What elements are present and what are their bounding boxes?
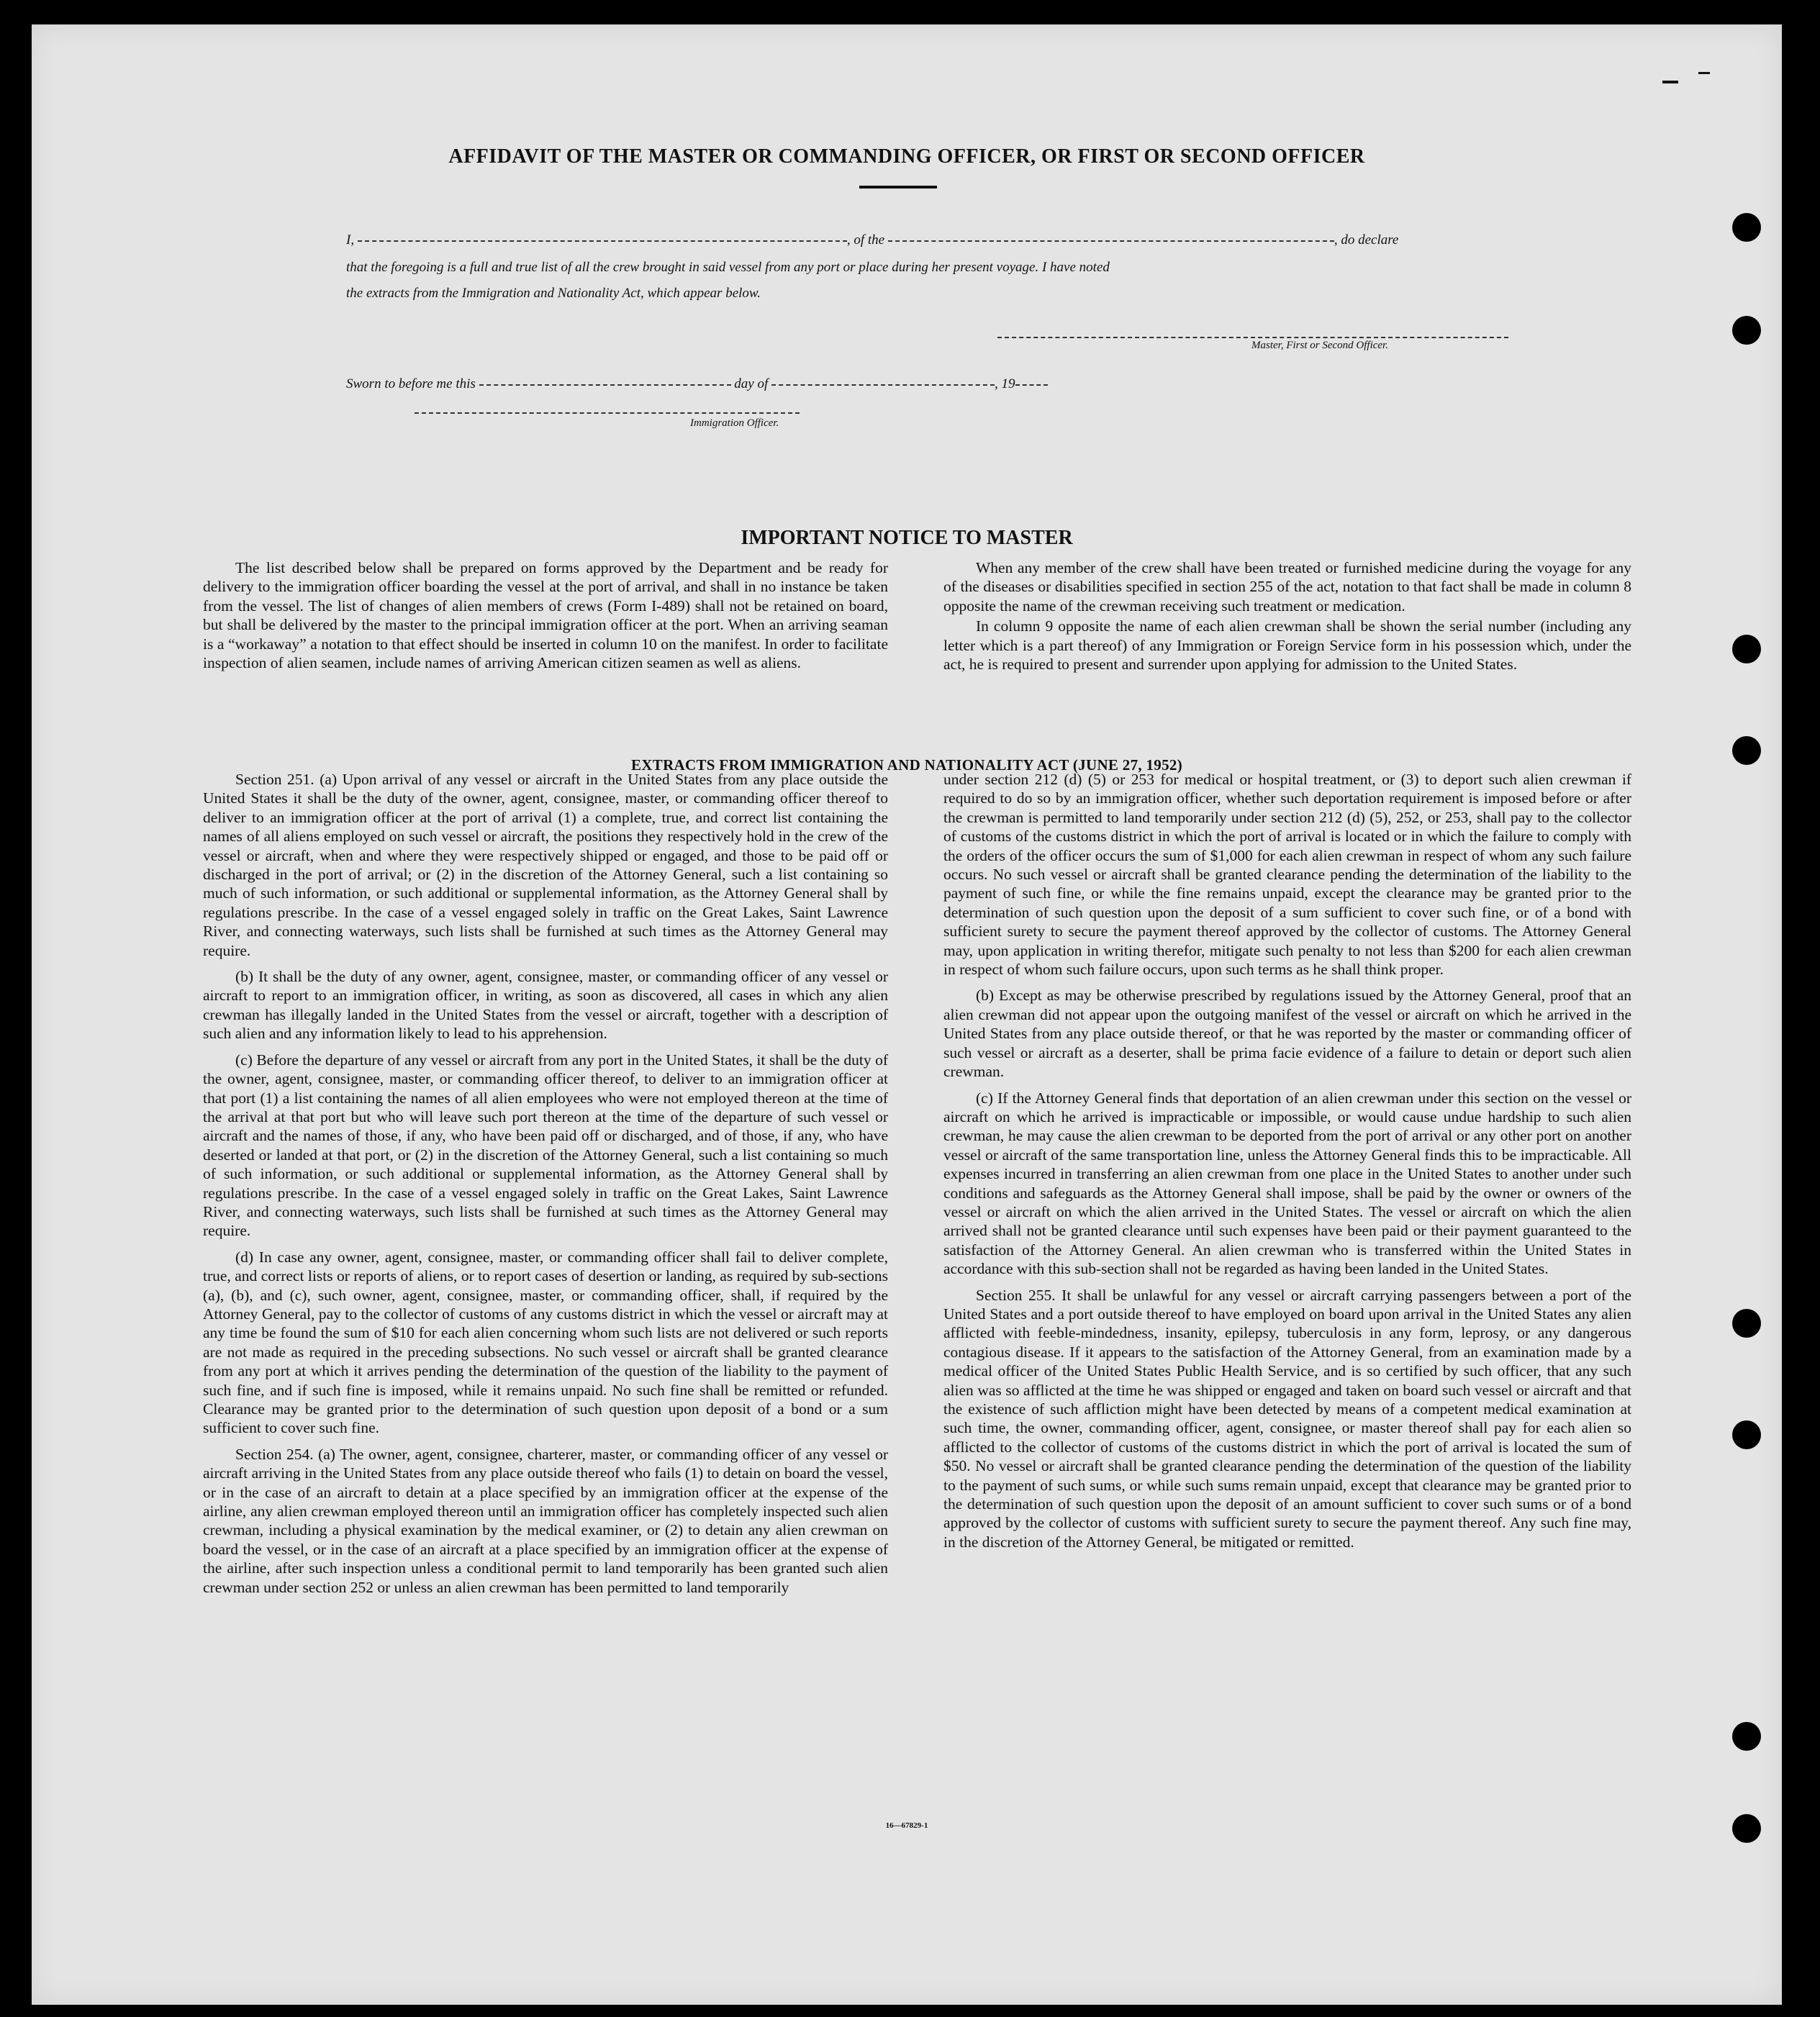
extract-paragraph: (d) In case any owner, agent, consignee, master, or commanding officer shall fail to deliver complete, true, and correct lists or reports of aliens, or to report cases of desertion or landing, as required by sub-sections (a), (b), and (c), such owner, agent, consignee, master, or commanding officer, shall, if required by the Attorney General, pay to the collector of customs of any customs district in which the vessel or aircraft may at any time be found the sum of $10 for each alien concerning whom such lists are not delivered or such reports are not made as required in the preceding subsections. No such vessel or aircraft shall be granted clearance from any port at which it arrives pending the determination of the question of the liability to the payment of such fine, and if such fine is imposed, while it remains unpaid. No such fine shall be remitted or refunded. Clearance may be granted prior to the determination of such question upon deposit of a bond or a sum sufficient to cover such fine. <box>203 1248 888 1437</box>
sworn-line <box>346 370 1512 399</box>
extracts-right-column <box>943 770 1631 1559</box>
punch-hole <box>1732 635 1761 663</box>
affidavit-title: AFFIDAVIT OF THE MASTER OR COMMANDING OFFICER, OR FIRST OR SECOND OFFICER <box>448 145 1365 168</box>
declaration-line-2: that the foregoing is a full and true list of all the crew brought in said vessel from any port or place during her present voyage. I have noted <box>346 260 1110 275</box>
punch-hole <box>1732 1722 1761 1751</box>
scan-mark <box>1662 81 1678 83</box>
immigration-officer-signature-field[interactable] <box>415 412 800 414</box>
form-number: 16—67829-1 <box>885 1821 928 1830</box>
notice-paragraph: When any member of the crew shall have been treated or furnished medicine during the voyage for any of the diseases or disabilities specified in section 255 of the act, notation to that fact shall be made in column 8 opposite the name of the crewman receiving such treatment or medication. <box>943 559 1631 615</box>
declarant-name-field[interactable] <box>358 240 847 242</box>
sworn-month-field[interactable] <box>771 384 995 386</box>
scan-mark <box>1698 72 1710 74</box>
title-rule <box>859 186 937 189</box>
master-signature-label: Master, First or Second Officer. <box>1251 340 1388 351</box>
document-page <box>32 24 1782 2005</box>
extracts-left-column <box>203 770 888 1604</box>
notice-paragraph: The list described below shall be prepared on forms approved by the Department and be ready for delivery to the immigration officer boarding the vessel at the port of arrival, and shall in no instance be taken from the vessel. The list of changes of alien members of crews (Form I-489) shall not be retained on board, but shall be delivered by the master to the principal immigration officer at the port. When an arriving seaman is a “workaway” a notation to that effect should be inserted in column 10 on the manifest. In order to facilitate inspection of alien seamen, include names of arriving American citizen seamen as well as aliens. <box>203 559 888 672</box>
sworn-label: Sworn to before me this <box>346 376 476 391</box>
extract-paragraph: (c) Before the departure of any vessel or aircraft from any port in the United States, it shall be the duty of the owner, agent, consignee, master, or commanding officer thereof, to deliver to an immigration officer at that port (1) a list containing the names of all alien employees who were not employed thereon at the time of the arrival at that port but who will leave such port thereon at the time of the departure of such vessel or aircraft and the names of those, if any, who have been paid off or discharged, and of those, if any, who have deserted or landed at that port, or (2) in the discretion of the Attorney General, such a list containing so much of such information, or such additional or supplemental information, as the Attorney General shall by regulations prescribe. In the case of a vessel engaged solely in traffic on the Great Lakes, Saint Lawrence River, and connecting waterways, such lists shall be furnished at such times as the Attorney General may require. <box>203 1051 888 1240</box>
extract-paragraph: Section 251. (a) Upon arrival of any vessel or aircraft in the United States from any place outside the United States it shall be the duty of the owner, agent, consignee, master, or commanding officer thereof to deliver to an immigration officer at the port of arrival (1) a complete, true, and correct list containing the names of all aliens employed on such vessel or aircraft, the positions they respectively hold in the crew of the vessel or aircraft, when and where they were respectively shipped or engaged, and those to be paid off or discharged in the port of arrival; or (2) in the discretion of the Attorney General, such a list containing so much of such information, or such additional or supplemental information, as the Attorney General shall by regulations prescribe. In the case of a vessel engaged solely in traffic on the Great Lakes, Saint Lawrence River, and connecting waterways, such lists shall be furnished at such times as the Attorney General may require. <box>203 771 888 959</box>
declarant-label: I, <box>346 232 355 248</box>
year-label: , 19 <box>995 376 1015 391</box>
declaration-line-1 <box>346 226 1512 255</box>
declaration-line-3: the extracts from the Immigration and Nationality Act, which appear below. <box>346 286 761 301</box>
extract-paragraph: Section 254. (a) The owner, agent, consignee, charterer, master, or commanding officer of any vessel or aircraft arriving in the United States from any place outside thereof who fails (1) to detain on board the vessel, or in the case of an aircraft to detain at a place specified by an immigration officer at the expense of the airline, any alien crewman employed thereon until an immigration officer has completely inspected such alien crewman, including a physical examination by the medical examiner, or (2) to detain any alien crewman on board the vessel, or in the case of an aircraft at a place specified by an immigration officer at the expense of the airline, after such inspection unless a conditional permit to land temporarily has been granted such alien crewman under section 252 or unless an alien crewman has been permitted to land temporarily <box>203 1445 888 1596</box>
extracts-title: EXTRACTS FROM IMMIGRATION AND NATIONALITY ACT (JUNE 27, 1952) <box>631 756 1182 774</box>
declare-label: , do declare <box>1334 232 1399 248</box>
vessel-of-label: , of the <box>846 232 885 248</box>
day-label: day of <box>734 376 769 391</box>
extract-paragraph: Section 255. It shall be unlawful for any vessel or aircraft carrying passengers between a port of the United States and a port outside thereof to have employed on board upon arrival in the United States any alien afflicted with feeble-mindedness, insanity, epilepsy, tuberculosis in any form, leprosy, or any dangerous contagious disease. If it appears to the satisfaction of the Attorney General, from an examination made by a medical officer of the United States Public Health Service, and is so certified by such officer, that any such alien was so afflicted at the time he was shipped or engaged and taken on board such vessel or aircraft and that the existence of such affliction might have been detected by means of a competent medical examination at such time, the owner, commanding officer, agent, consignee, or master thereof shall pay for each alien so afflicted to the collector of customs of the customs district in which the port of arrival is located the sum of $50. No vessel or aircraft shall be granted clearance pending the determination of the question of the liability to the payment of such sums, or while such sums remain unpaid, except that clearance may be granted prior to the determination of such question upon the deposit of an amount sufficient to cover such sums or of a bond approved by the collector of customs with sufficient surety to secure the payment thereof. Any such fine may, in the discretion of the Attorney General, be mitigated or remitted. <box>943 1286 1631 1551</box>
punch-hole <box>1732 1420 1761 1449</box>
extract-paragraph: (b) Except as may be otherwise prescribed by regulations issued by the Attorney General, proof that an alien crewman did not appear upon the outgoing manifest of the vessel or aircraft on which he arrived in the United States from any place outside thereof, or that he was reported by the master or commanding officer of such vessel or aircraft as a deserter, shall be prima facie evidence of a failure to detain or deport such alien crewman. <box>943 987 1631 1081</box>
punch-hole <box>1732 316 1761 345</box>
extract-paragraph: (b) It shall be the duty of any owner, agent, consignee, master, or commanding officer of any vessel or aircraft to report to an immigration officer, in writing, as soon as discovered, all cases in which any alien crewman has illegally landed in the United States from the vessel or aircraft, together with a description of such alien and any information likely to lead to his apprehension. <box>203 968 888 1043</box>
sworn-day-field[interactable] <box>479 384 731 386</box>
extract-paragraph: under section 212 (d) (5) or 253 for medical or hospital treatment, or (3) to deport such alien crewman if required to do so by an immigration officer, whether such deportation requirement is imposed before or after the crewman is permitted to land temporarily under section 212 (d) (5), 252, or 253, shall pay to the collector of customs of the customs district in which the port of arrival is located or in which the failure to comply with the orders of the officer occurs the sum of $1,000 for each alien crewman in respect of whom any such failure occurs. No such vessel or aircraft shall be granted clearance pending the determination of the liability to the payment of such fine, or while the fine remains unpaid, except the clearance may be granted prior to the determination of such question upon the deposit of a sum sufficient to cover such fine, or of a bond with sufficient surety to secure the payment thereof approved by the collector of customs. The Attorney General may, upon application in writing therefor, mitigate such penalty to not less than $200 for each alien crewman in respect of whom such failure occurs, upon such terms as he shall think proper. <box>943 771 1631 979</box>
notice-right-column <box>943 558 1631 681</box>
sworn-year-field[interactable] <box>1015 384 1048 386</box>
extract-paragraph: (c) If the Attorney General finds that deportation of an alien crewman under this section on the vessel or aircraft on which he arrived is impracticable or impossible, or would cause undue hardship to such alien crewman, he may cause the alien crewman to be deported from the port of arrival or any other port on another vessel or aircraft of the same transportation line, unless the Attorney General finds this to be impracticable. All expenses incurred in transferring an alien crewman from one place in the United States to another under such conditions and safeguards as the Attorney General shall impose, shall be paid by the owner or owners of the vessel or aircraft on which the alien arrived in the United States. The vessel or aircraft on which the alien arrived shall not be granted clearance until such expenses have been paid or their payment guaranteed to the satisfaction of the Attorney General. An alien crewman who is transferred within the United States in accordance with this sub-section shall not be regarded as having been landed in the United States. <box>943 1089 1631 1278</box>
punch-hole <box>1732 1309 1761 1338</box>
punch-hole <box>1732 213 1761 242</box>
immigration-officer-label: Immigration Officer. <box>690 417 779 429</box>
notice-paragraph: In column 9 opposite the name of each alien crewman shall be shown the serial number (including any letter which is a part thereof) of any Immigration or Foreign Service form in his possession which, under the act, he is required to present and surrender upon applying for admission to the United States. <box>943 617 1631 674</box>
master-signature-field[interactable] <box>997 337 1508 338</box>
vessel-name-field[interactable] <box>888 240 1334 242</box>
notice-title: IMPORTANT NOTICE TO MASTER <box>741 527 1073 549</box>
notice-left-column <box>203 558 888 679</box>
